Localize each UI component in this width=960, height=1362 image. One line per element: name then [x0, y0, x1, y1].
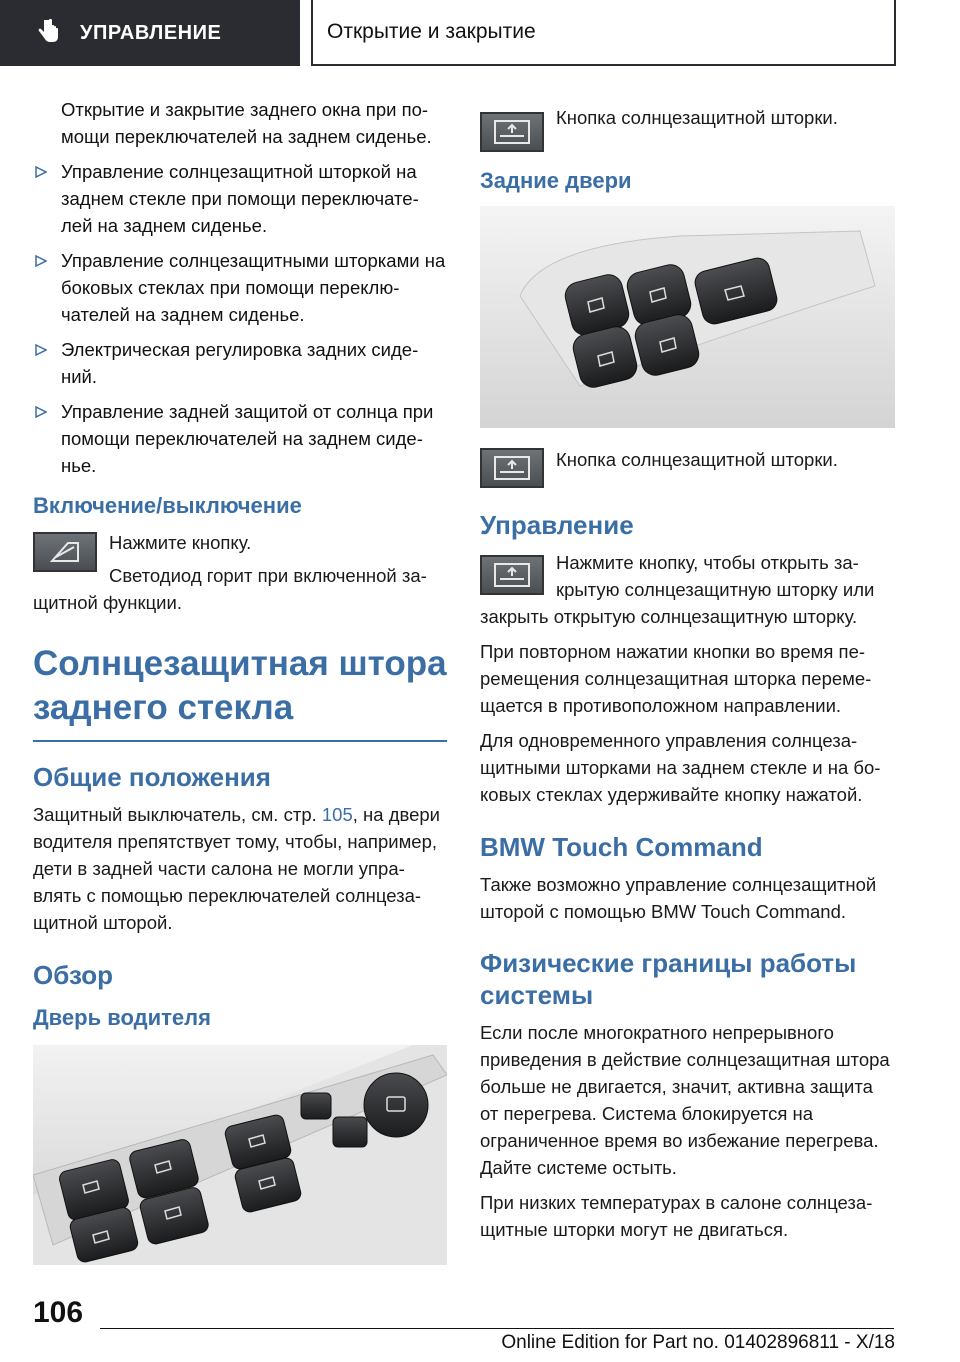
footer-divider: [100, 1328, 894, 1329]
triangle-bullet-icon: [35, 406, 47, 418]
touch-command-heading: BMW Touch Command: [480, 832, 763, 862]
onoff-block: [33, 529, 447, 616]
sunblind-button-icon: [480, 448, 544, 488]
list-item: Управление солнцезащитной шторкой на заднем стекле при помощи переключате-лей на заднем сиденье.: [33, 158, 447, 239]
sunblind-button-icon: [480, 112, 544, 152]
triangle-bullet-icon: [35, 255, 47, 267]
control-heading: Управление: [480, 510, 634, 540]
rear-door-photo: [480, 206, 895, 428]
page-link[interactable]: 105: [321, 804, 353, 825]
chapter-title: Открытие и закрытие: [327, 20, 536, 43]
general-text: Защитный выключатель, см. стр. 105, на двери водителя препятствует тому, чтобы, например, дети в задней части салона не могли упра-влять с помощью переключателей солнцеза-щитной шторой.: [33, 804, 441, 933]
window-lock-button-icon: [33, 532, 97, 572]
triangle-bullet-icon: [35, 166, 47, 178]
driver-door-photo: [33, 1045, 447, 1265]
triangle-bullet-icon: [35, 344, 47, 356]
page-header: [0, 0, 960, 66]
onoff-heading: Включение/выключение: [33, 493, 302, 518]
caption-block-1: [480, 104, 895, 158]
list-item: Открытие и закрытие заднего окна при по-мощи переключателей на заднем сиденье.: [33, 96, 447, 150]
limits-heading: Физические границы работы системы: [480, 948, 857, 1010]
edition-text: Online Edition for Part no. 01402896811 - X/18: [501, 1332, 895, 1353]
main-heading: Солнцезащитная штора заднего стекла: [33, 642, 447, 742]
left-column: [33, 96, 447, 1265]
touch-command-text: Также возможно управление солнцезащитной шторой с помощью BMW Touch Command.: [480, 874, 877, 922]
control-text-3: Для одновременного управления солнцеза-щитными шторками на заднем стекле и на бо-ковых стеклах удерживайте кнопку нажатой.: [480, 730, 881, 805]
page-number: 106: [33, 1296, 84, 1329]
list-item: Управление задней защитой от солнца при помощи переключателей на заднем сиде-нье.: [33, 398, 447, 479]
list-item: Электрическая регулировка задних сиде-ний.: [33, 336, 447, 390]
general-heading: Общие положения: [33, 762, 271, 792]
rear-doors-heading: Задние двери: [480, 168, 632, 193]
feature-list: [33, 96, 447, 479]
onoff-text-2: Светодиод горит при включенной за-щитной функции.: [33, 565, 427, 613]
onoff-text-1: Нажмите кнопку.: [109, 532, 252, 553]
chapter-box: [311, 0, 896, 66]
page-footer: [0, 1290, 960, 1362]
control-text-2: При повторном нажатии кнопки во время пе-ремещения солнцезащитная шторка переме-щается в противоположном направлении.: [480, 641, 872, 716]
sunblind-button-icon: [480, 555, 544, 595]
right-column: [480, 104, 895, 1243]
caption-block-2: [480, 446, 895, 500]
caption-1: Кнопка солнцезащитной шторки.: [556, 107, 838, 128]
limits-text-1: Если после многократного непрерывного приведения в действие солнцезащитная штора больше не двигается, значит, активна защита от перегрева. Система блокируется на ограниченное время во избежание перегрева. Дайте системе остыть.: [480, 1022, 890, 1178]
control-block: [480, 549, 895, 630]
limits-text-2: При низких температурах в салоне солнцеза-щитные шторки могут не двигаться.: [480, 1192, 873, 1240]
hand-icon: [36, 18, 60, 48]
caption-2: Кнопка солнцезащитной шторки.: [556, 449, 838, 470]
driver-door-heading: Дверь водителя: [33, 1005, 211, 1030]
control-text-1: Нажмите кнопку, чтобы открыть за-крытую солнцезащитную шторку или закрыть открытую солнцезащитную шторку.: [480, 552, 875, 627]
section-tab[interactable]: [0, 0, 300, 66]
section-tab-label: УПРАВЛЕНИЕ: [80, 21, 222, 44]
overview-heading: Обзор: [33, 960, 113, 990]
list-item: Управление солнцезащитными шторками на боковых стеклах при помощи переклю-чателей на заднем сиденье.: [33, 247, 447, 328]
